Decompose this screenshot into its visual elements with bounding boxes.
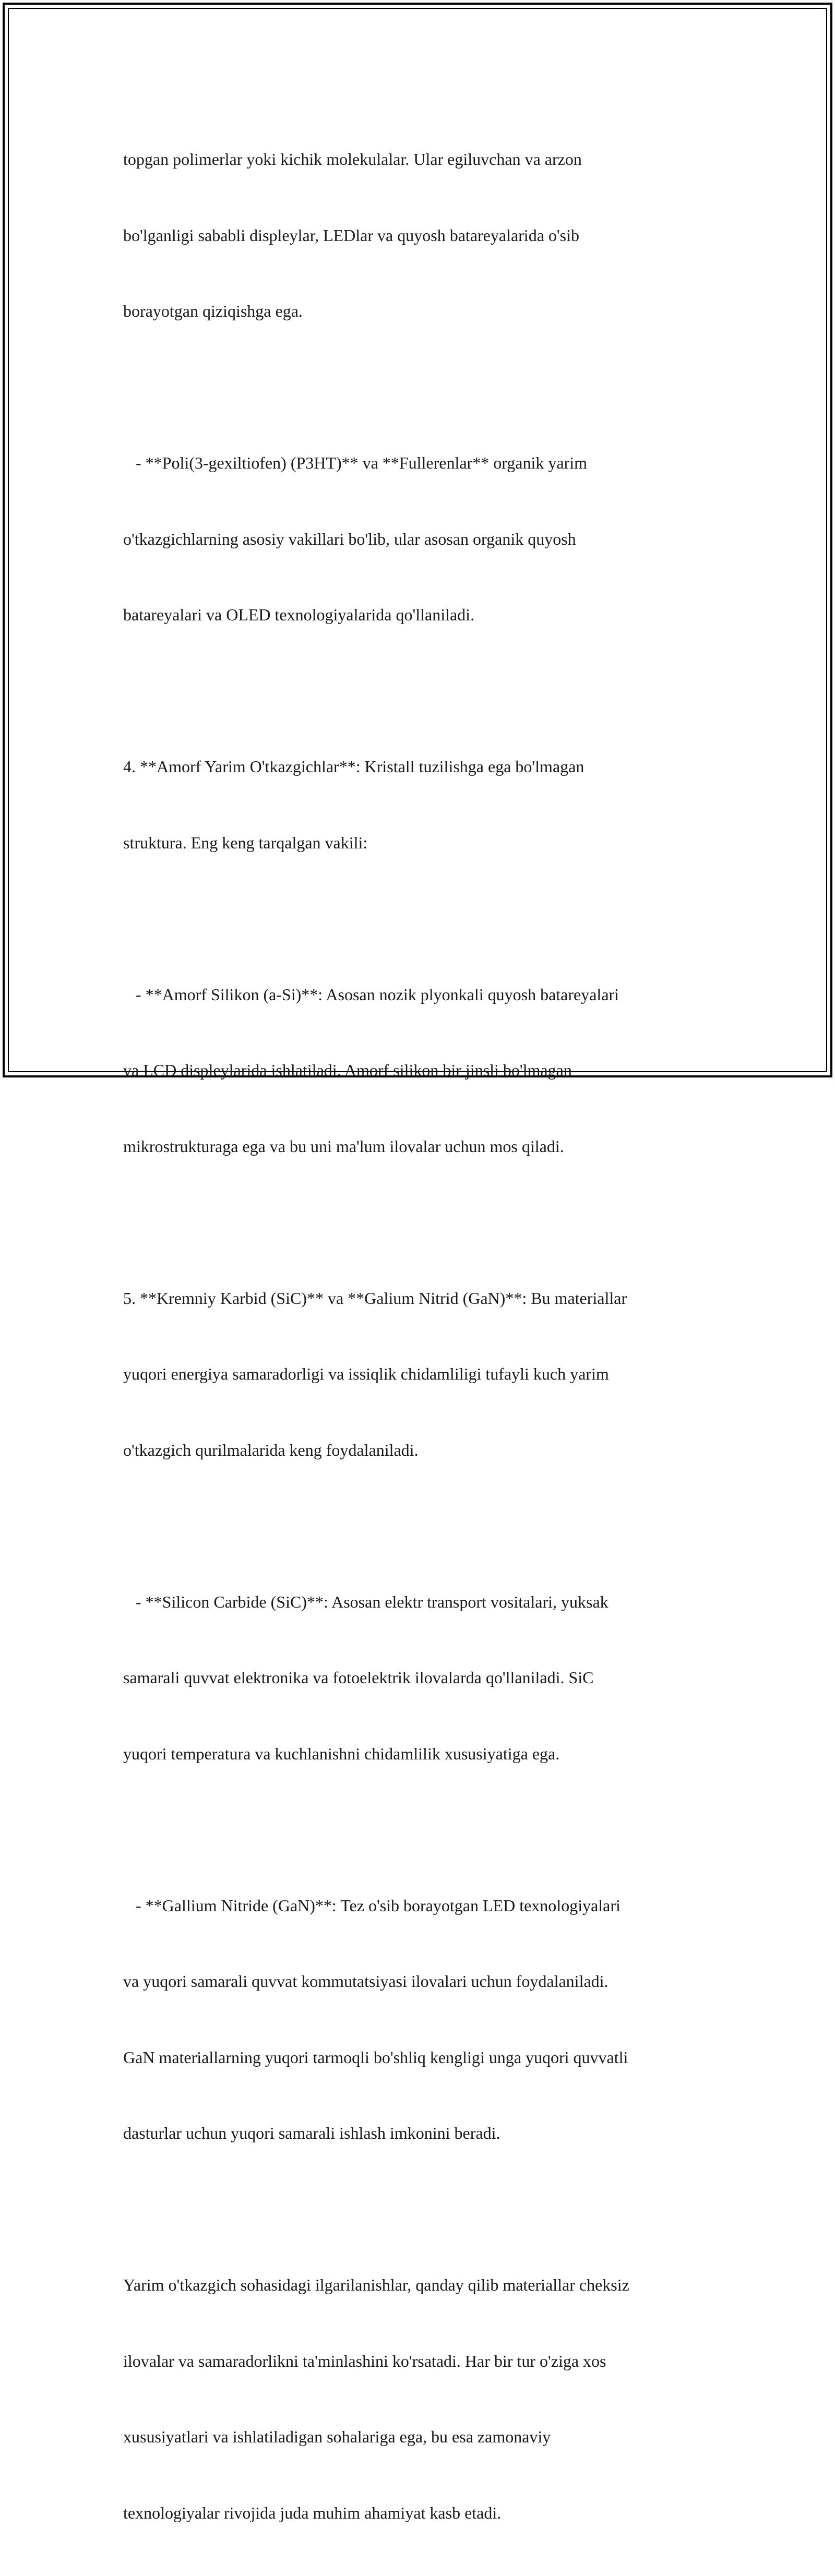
paragraph-gap: [123, 678, 713, 704]
text-line: GaN materiallarning yuqori tarmoqli bo'shliq kengligi unga yuqori quvvatli: [123, 2047, 628, 2067]
document-body: [123, 96, 713, 2576]
paragraph-gap: [123, 2197, 713, 2222]
text-line: va LCD displeylarida ishlatiladi. Amorf silikon bir jinsli bo'lmagan: [123, 1061, 572, 1080]
text-line: - **Silicon Carbide (SiC)**: Asosan elektr transport vositalari, yuksak: [123, 1592, 609, 1611]
text-line: o'tkazgichlarning asosiy vakillari bo'lib, ular asosan organik quyosh: [123, 529, 576, 548]
text-line: dasturlar uchun yuqori samarali ishlash imkonini beradi.: [123, 2124, 500, 2142]
text-line: xususiyatlari va ishlatiladigan sohalariga ega, bu esa zamonaviy: [123, 2427, 551, 2446]
paragraph-conclusion: [123, 2222, 713, 2576]
paragraph-sic-gan-heading: [123, 1235, 713, 1514]
text-line: mikrostrukturaga ega va bu uni ma'lum ilovalar uchun mos qiladi.: [123, 1136, 564, 1156]
text-line: yuqori temperatura va kuchlanishni chidamlilik xususiyatiga ega.: [123, 1744, 560, 1763]
text-line: 5. **Kremniy Karbid (SiC)** va **Galium Nitrid (GaN)**: Bu materiallar: [123, 1288, 627, 1308]
paragraph-gap: [123, 1513, 713, 1539]
text-line: samarali quvvat elektronika va fotoelektrik ilovalarda qo'llaniladi. SiC: [123, 1668, 594, 1687]
text-line: ilovalar va samaradorlikni ta'minlashini ko'rsatadi. Har bir tur o'ziga xos: [123, 2351, 606, 2370]
paragraph-p3ht-fullerenes: [123, 400, 713, 678]
text-line: bo'lganligi sababli displeylar, LEDlar va quyosh batareyalarida o'sib: [123, 225, 579, 245]
paragraph-gap: [123, 1817, 713, 1842]
text-line: - **Poli(3-gexiltiofen) (P3HT)** va **Fullerenlar** organik yarim: [123, 453, 587, 472]
text-line: - **Amorf Silikon (a-Si)**: Asosan nozik plyonkali quyosh batareyalari: [123, 985, 619, 1004]
text-line: topgan polimerlar yoki kichik molekulalar. Ular egiluvchan va arzon: [123, 150, 582, 169]
paragraph-silicon-carbide: [123, 1539, 713, 1817]
paragraph-gap: [123, 375, 713, 400]
paragraph-amorphous-silicon: [123, 931, 713, 1210]
text-line: 4. **Amorf Yarim O'tkazgichlar**: Kristall tuzilishga ega bo'lmagan: [123, 757, 584, 776]
text-line: Yarim o'tkazgich sohasidagi ilgarilanishlar, qanday qilib materiallar cheksiz: [123, 2275, 629, 2294]
paragraph-gap: [123, 1209, 713, 1235]
text-line: texnologiyalar rivojida juda muhim ahamiyat kasb etadi.: [123, 2503, 502, 2522]
text-line: yuqori energiya samaradorligi va issiqlik chidamliligi tufayli kuch yarim: [123, 1364, 609, 1383]
text-line: - **Gallium Nitride (GaN)**: Tez o'sib borayotgan LED texnologiyalari: [123, 1896, 621, 1915]
text-line: o'tkazgich qurilmalarida keng foydalaniladi.: [123, 1440, 419, 1459]
paragraph-amorphous-heading: [123, 703, 713, 906]
paragraph-organic-intro: [123, 96, 713, 375]
text-line: borayotgan qiziqishga ega.: [123, 302, 303, 320]
text-line: va yuqori samarali quvvat kommutatsiyasi ilovalari uchun foydalaniladi.: [123, 1972, 609, 1991]
text-line: batareyalari va OLED texnologiyalarida qo'llaniladi.: [123, 605, 475, 624]
paragraph-gallium-nitride: [123, 1842, 713, 2197]
paragraph-gap: [123, 906, 713, 931]
text-line: struktura. Eng keng tarqalgan vakili:: [123, 833, 368, 852]
